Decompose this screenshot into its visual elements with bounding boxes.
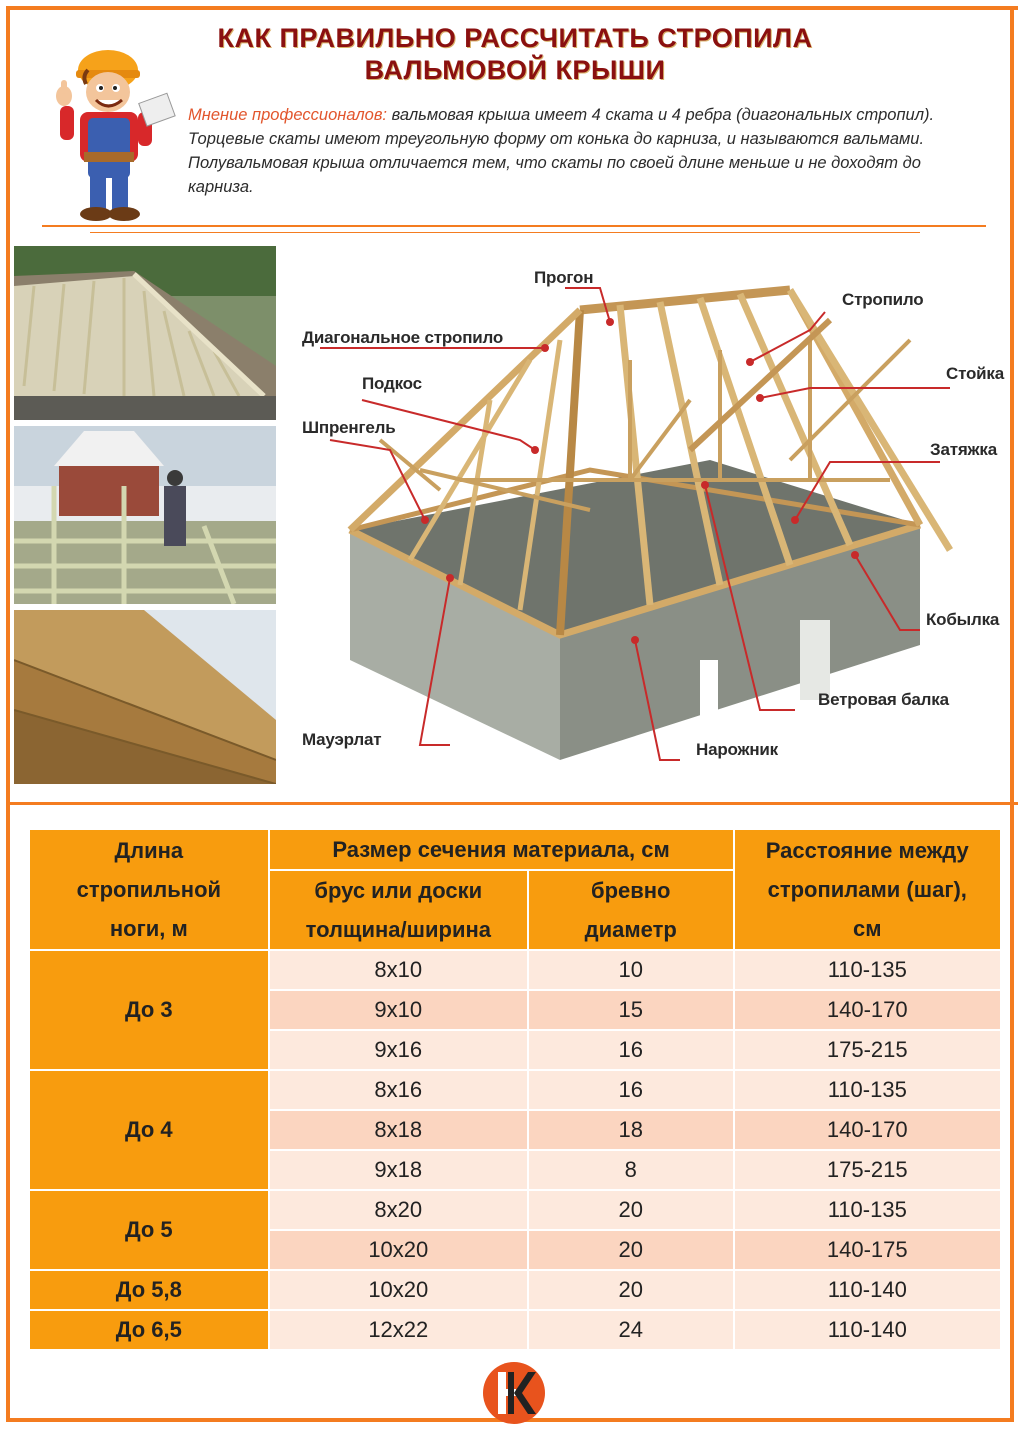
photo-workers-on-roof [14,426,276,604]
cell-rafter-step: 110-140 [734,1310,1001,1350]
title-line-1: КАК ПРАВИЛЬНО РАССЧИТАТЬ СТРОПИЛА [217,23,813,53]
cell-rafter-step: 140-170 [734,990,1001,1030]
rafter-spec-table [28,828,1002,1351]
header-length-line-1: Длина [114,838,184,863]
header-section-size: Размер сечения материала, см [269,829,734,870]
cell-log-diameter: 18 [528,1110,734,1150]
page-title [170,22,860,86]
photo-rafter-closeup [14,610,276,784]
header-log [528,870,734,950]
label-stoika: Стойка [946,364,1004,383]
row-group-length: До 6,5 [29,1310,269,1350]
opinion-lead: Мнение профессионалов: [188,106,388,124]
label-diagonal-rafter: Диагональное стропило [302,328,504,347]
label-shprengel: Шпренгель [302,418,396,437]
cell-rafter-step: 175-215 [734,1030,1001,1070]
header-beam-line-2: толщина/ширина [305,917,491,942]
table-body [29,950,1001,1350]
cell-log-diameter: 16 [528,1070,734,1110]
header-beam [269,870,528,950]
row-group-length: До 3 [29,950,269,1070]
table-row [29,1190,1001,1230]
table-row [29,950,1001,990]
cell-log-diameter: 20 [528,1230,734,1270]
cell-rafter-step: 140-175 [734,1230,1001,1270]
section-divider [6,802,1018,805]
builder-mascot-icon [46,40,176,225]
cell-beam-size: 10x20 [269,1270,528,1310]
cell-log-diameter: 24 [528,1310,734,1350]
cell-log-diameter: 20 [528,1270,734,1310]
cell-beam-size: 9x18 [269,1150,528,1190]
cell-log-diameter: 8 [528,1150,734,1190]
cell-beam-size: 8x18 [269,1110,528,1150]
cell-rafter-step: 110-140 [734,1270,1001,1310]
table-row [29,1070,1001,1110]
label-wind-beam: Ветровая балка [818,690,949,709]
header-length-line-3: ноги, м [109,916,188,941]
row-group-length: До 5,8 [29,1270,269,1310]
cell-beam-size: 10x20 [269,1230,528,1270]
header-log-line-2: диаметр [584,917,677,942]
cell-log-diameter: 20 [528,1190,734,1230]
cell-rafter-step: 140-170 [734,1110,1001,1150]
cell-rafter-step: 175-215 [734,1150,1001,1190]
header-divider-thin [90,232,920,233]
header-divider [42,225,986,227]
cell-beam-size: 8x20 [269,1190,528,1230]
cell-rafter-step: 110-135 [734,1190,1001,1230]
row-group-length: До 5 [29,1190,269,1270]
roof-structure-diagram [290,240,1020,800]
header-log-line-1: бревно [590,878,671,903]
label-stropilo: Стропило [842,290,924,309]
table-row [29,1310,1001,1350]
header-step-line-1: Расстояние между [765,838,969,863]
label-podkos: Подкос [362,374,422,393]
cell-rafter-step: 110-135 [734,1070,1001,1110]
cell-log-diameter: 10 [528,950,734,990]
professional-opinion [188,103,988,199]
cell-beam-size: 9x16 [269,1030,528,1070]
brand-logo-icon [478,1360,550,1426]
title-line-2: ВАЛЬМОВОЙ КРЫШИ [364,55,666,85]
header-step [734,829,1001,950]
header-beam-line-1: брус или доски [314,878,483,903]
cell-beam-size: 8x16 [269,1070,528,1110]
roof-diagram-illustration [290,240,1020,800]
label-narozhnik: Нарожник [696,740,778,759]
label-kobylka: Кобылка [926,610,1000,629]
header-length-line-2: стропильной [76,877,222,902]
header-step-line-3: см [853,916,882,941]
label-zatyazhka: Затяжка [930,440,997,459]
table-row [29,1270,1001,1310]
cell-rafter-step: 110-135 [734,950,1001,990]
cell-beam-size: 9x10 [269,990,528,1030]
photo-hip-roof-frame [14,246,276,420]
cell-log-diameter: 15 [528,990,734,1030]
opinion-text: вальмовая крыша имеет 4 ската и 4 ребра (диагональных стропил). Торцевые скаты имеют треугольную форму от конька до карниза, и называются вальмами. Полувальмовая крыша отличается тем, что скаты по своей длине меньше и не доходят до карниза. [188,106,935,196]
label-progon: Прогон [534,268,594,287]
cell-beam-size: 12x22 [269,1310,528,1350]
header-step-line-2: стропилами (шаг), [767,877,967,902]
cell-log-diameter: 16 [528,1030,734,1070]
label-mauerlat: Мауэрлат [302,730,382,749]
row-group-length: До 4 [29,1070,269,1190]
header-length [29,829,269,950]
cell-beam-size: 8x10 [269,950,528,990]
